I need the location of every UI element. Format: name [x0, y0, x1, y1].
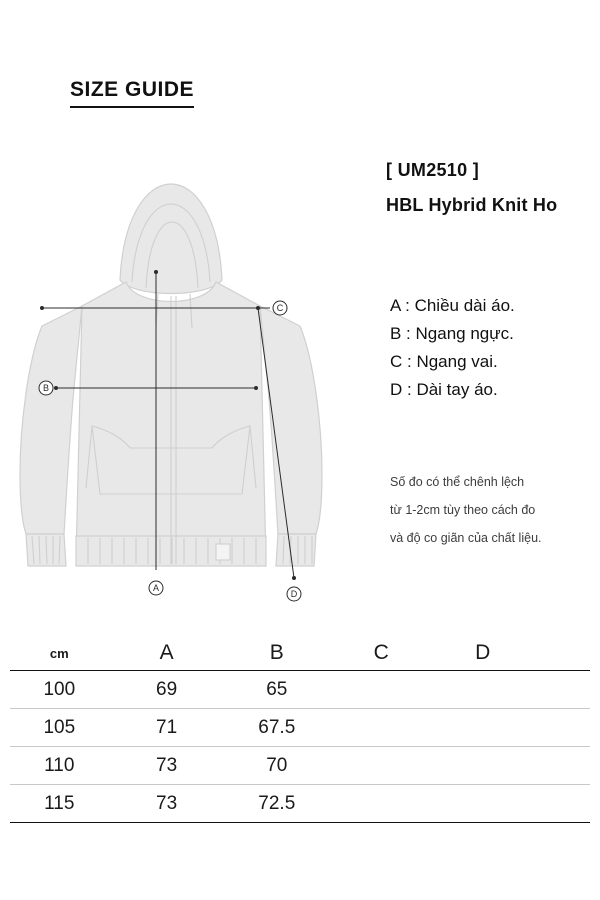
cell-a: 69: [109, 671, 225, 709]
cell-extra: [532, 747, 590, 785]
marker-c: [273, 301, 287, 315]
svg-text:D: D: [290, 589, 298, 599]
cell-b: 67.5: [225, 709, 329, 747]
svg-text:A: A: [152, 583, 160, 593]
cell-b: 70: [225, 747, 329, 785]
cell-a: 73: [109, 747, 225, 785]
marker-a: [149, 581, 163, 595]
cell-b: 72.5: [225, 785, 329, 823]
table-row: [10, 709, 590, 747]
cell-size: 100: [10, 671, 109, 709]
cell-c: [329, 671, 433, 709]
size-table: [10, 636, 590, 823]
cell-c: [329, 747, 433, 785]
legend-item-d: D : Dài tay áo.: [390, 380, 498, 400]
table-header-row: [10, 636, 590, 671]
marker-d: [287, 587, 301, 601]
cell-d: [433, 709, 532, 747]
marker-b: [39, 381, 53, 395]
svg-text:C: C: [276, 303, 284, 313]
cell-b: 65: [225, 671, 329, 709]
legend-item-a: A : Chiều dài áo.: [390, 296, 515, 315]
column-header-a: A: [109, 636, 225, 671]
cell-extra: [532, 671, 590, 709]
note-line-2: từ 1-2cm tùy theo cách đo: [390, 503, 536, 518]
cell-extra: [532, 709, 590, 747]
column-header-c: C: [329, 636, 433, 671]
table-row: [10, 671, 590, 709]
column-header-extra: [532, 636, 590, 671]
svg-text:B: B: [42, 383, 50, 393]
cell-a: 73: [109, 785, 225, 823]
note-line-1: Số đo có thể chênh lệch: [390, 475, 525, 489]
garment-diagram: [8, 130, 338, 620]
measurement-legend: [390, 292, 600, 404]
column-header-unit: cm: [10, 636, 109, 671]
table-row: [10, 785, 590, 823]
legend-item-c: C : Ngang vai.: [390, 352, 498, 372]
cell-size: 110: [10, 747, 109, 785]
product-name: HBL Hybrid Knit Ho: [386, 195, 558, 215]
product-code: [ UM2510 ]: [386, 160, 480, 180]
size-table-wrapper: [10, 636, 590, 823]
cell-d: [433, 671, 532, 709]
measurement-note: [390, 468, 600, 552]
cell-extra: [532, 785, 590, 823]
column-header-d: D: [433, 636, 532, 671]
cell-a: 71: [109, 709, 225, 747]
cell-d: [433, 785, 532, 823]
cell-c: [329, 785, 433, 823]
cell-c: [329, 709, 433, 747]
product-info: [386, 160, 600, 216]
column-header-b: B: [225, 636, 329, 671]
cell-d: [433, 747, 532, 785]
page-title: SIZE GUIDE: [70, 78, 194, 108]
table-row: [10, 747, 590, 785]
legend-item-b: B : Ngang ngực.: [390, 324, 514, 344]
cell-size: 105: [10, 709, 109, 747]
cell-size: 115: [10, 785, 109, 823]
note-line-3: và độ co giãn của chất liệu.: [390, 531, 542, 546]
